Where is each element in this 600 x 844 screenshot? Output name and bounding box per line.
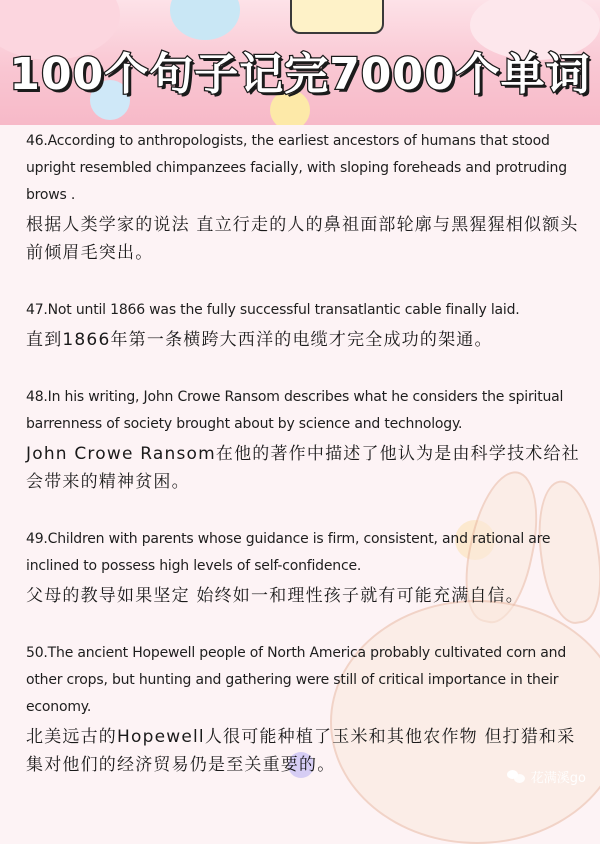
english-sentence: 47.Not until 1866 was the fully successful transatlantic cable finally laid. [26,302,520,318]
chinese-translation: 父母的教导如果坚定 始终如一和理性孩子就有可能充满自信。 [26,586,525,606]
sentence-list [26,128,586,809]
list-item [26,384,586,496]
decor-blob [290,0,384,34]
english-sentence: 46.According to anthropologists, the earliest ancestors of humans that stood upright resembled chimpanzees facially, with sloping foreheads and protruding brows . [26,133,567,203]
chinese-translation: 北美远古的Hopewell人很可能种植了玉米和其他农作物 但打猎和采集对他们的经济贸易仍是至关重要的。 [26,727,576,775]
english-sentence: 50.The ancient Hopewell people of North America probably cultivated corn and other crops, but hunting and gathering were still of critical importance in their economy. [26,645,567,715]
wechat-icon [507,770,525,784]
list-item [26,526,586,610]
chinese-translation: 根据人类学家的说法 直立行走的人的鼻祖面部轮廓与黑猩猩相似额头前倾眉毛突出。 [26,215,579,263]
list-item [26,640,586,779]
list-item [26,297,586,354]
english-sentence: 48.In his writing, John Crowe Ransom describes what he considers the spiritual barrenness of society brought about by science and technology. [26,389,564,432]
list-item [26,128,586,267]
header-banner [0,0,600,125]
chinese-translation: 直到1866年第一条横跨大西洋的电缆才完全成功的架通。 [26,330,493,350]
chinese-translation: John Crowe Ransom在他的著作中描述了他认为是由科学技术给社会带来的精神贫困。 [26,444,580,492]
page-title: 100个句子记完7000个单词 [9,49,591,100]
watermark-text: 花满溪go [530,771,586,786]
english-sentence: 49.Children with parents whose guidance is firm, consistent, and rational are inclined to possess high levels of self-confidence. [26,531,551,574]
decor-blob [170,0,240,40]
watermark [507,767,586,786]
